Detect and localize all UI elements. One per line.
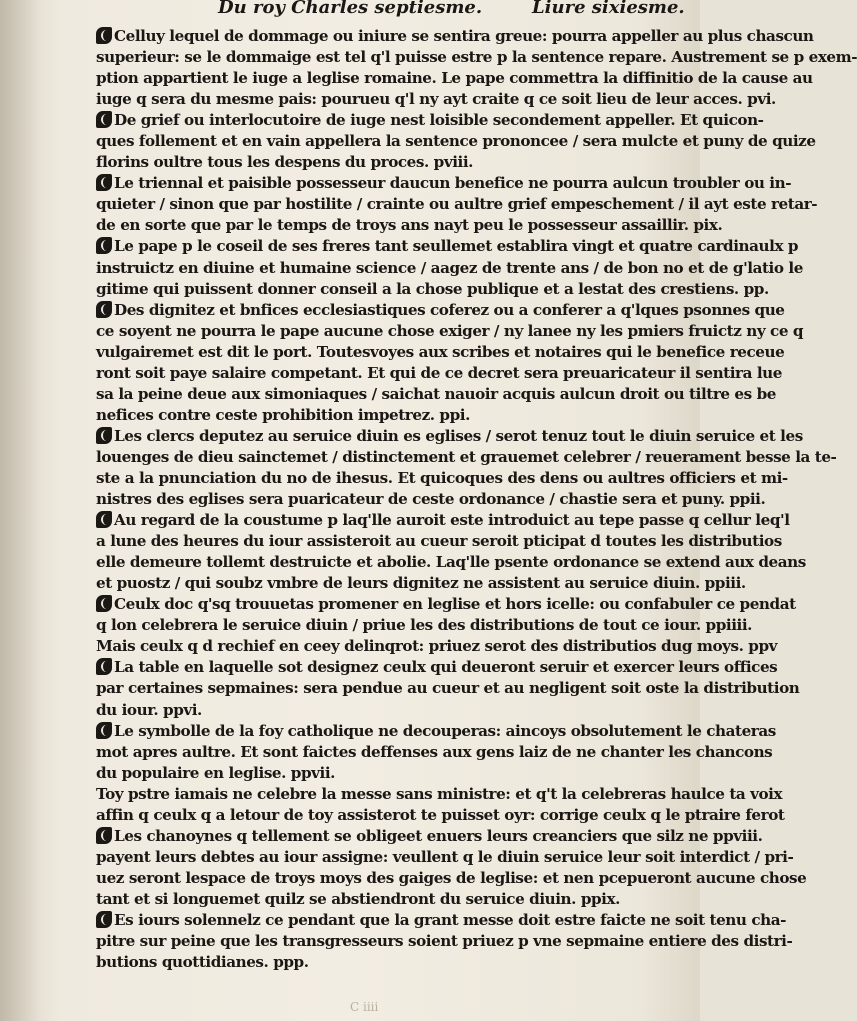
- gutter-shadow: [0, 0, 40, 1021]
- line-text: tant et si longuemet quilz se abstiendront du seruice diuin. ppix.: [96, 889, 620, 908]
- line-text: Celluy lequel de dommage ou iniure se sentira greue: pourra appeller au plus chascun: [114, 27, 814, 45]
- text-line: [96, 889, 676, 910]
- text-line: [96, 952, 676, 973]
- pilcrow-icon: [96, 174, 112, 191]
- text-line: [96, 910, 786, 931]
- pilcrow-icon: [96, 27, 112, 44]
- running-title: Du roy Charles septiesme.: [218, 0, 483, 18]
- text-line: [96, 131, 816, 152]
- line-text: instruictz en diuine et humaine science / aagez de trente ans / de bon no et de g'latio le: [96, 258, 803, 277]
- line-text: De grief ou interlocutoire de iuge nest loisible secondement appeller. Et quicon-: [114, 111, 764, 130]
- show-through-mark: C iiii: [350, 1000, 379, 1014]
- text-line: [96, 657, 778, 678]
- pilcrow-icon: [96, 911, 112, 928]
- line-text: ce soyent ne pourra le pape aucune chose exiger / ny lanee ny les pmiers fruictz ny ce q: [96, 321, 804, 340]
- line-text: Le symbolle de la foy catholique ne decouperas: aincoys obsolutement le chateras: [114, 721, 776, 740]
- running-header: [0, 0, 700, 22]
- line-text: du iour. ppvi.: [96, 700, 202, 719]
- text-line: [96, 194, 818, 215]
- text-line: [96, 700, 676, 721]
- line-text: ption appartient le iuge a leglise romaine. Le pape commettra la diffinitio de la cause au: [96, 69, 813, 88]
- line-text: et puostz / qui soubz vmbre de leurs dignitez ne assistent au seruice diuin. ppiii.: [96, 574, 746, 593]
- text-line: [96, 552, 806, 573]
- text-line: [96, 763, 676, 784]
- line-text: uez seront lespace de troys moys des gaiges de leglise: et nen pcepueront aucune chose: [96, 868, 807, 887]
- line-text: superieur: se le dommaige est tel q'l puisse estre p la sentence repare. Austrement se p exem-: [96, 48, 857, 67]
- pilcrow-icon: [96, 595, 112, 612]
- line-text: Au regard de la coustume p laq'lle auroit este introduict au tepe passe q cellur leq'l: [114, 511, 790, 530]
- text-line: [96, 636, 777, 657]
- line-text: Mais ceulx q d rechief en ceey delinqrot: priuez serot des distributios dug moys. ppv: [96, 637, 777, 656]
- line-text: Des dignitez et bnfices ecclesiastiques coferez ou a conferer a q'lques psonnes que: [114, 300, 785, 319]
- text-line: [96, 868, 807, 889]
- line-text: Le pape p le coseil de ses freres tant seullemet establira vingt et quatre cardinaulx p: [114, 237, 799, 256]
- line-text: par certaines sepmaines: sera pendue au cueur et au negligent soit oste la distribution: [96, 679, 800, 698]
- line-text: Ceulx doc q'sq trouuetas promener en leglise et hors icelle: ou confabuler ce pendat: [114, 595, 796, 614]
- text-line: [96, 678, 800, 699]
- text-line: [96, 236, 799, 257]
- text-line: [96, 110, 764, 131]
- line-text: sa la peine deue aux simoniaques / saichat nauoir acquis aulcun droit ou tiltre es be: [96, 384, 776, 403]
- line-text: ste a la pnunciation du no de ihesus. Et quicoques des dens ou aultres officiers et mi-: [96, 468, 788, 487]
- line-text: florins oultre tous les despens du proces. pviii.: [96, 153, 474, 172]
- text-line: [96, 931, 793, 952]
- pilcrow-icon: [96, 827, 112, 844]
- pilcrow-icon: [96, 511, 112, 528]
- line-text: elle demeure tollemt destruicte et abolie. Laq'lle psente ordonance se extend aux deans: [96, 553, 806, 572]
- line-text: iuge q sera du mesme pais: pourueu q'l ny ayt craite q ce soit lieu de leur acces. pvi.: [96, 90, 776, 109]
- pilcrow-icon: [96, 427, 112, 444]
- line-text: mot apres aultre. Et sont faictes deffenses aux gens laiz de ne chanter les chancons: [96, 742, 773, 761]
- line-text: Les clercs deputez au seruice diuin es eglises / serot tenuz tout le diuin seruice et les: [114, 426, 803, 445]
- text-line: [96, 321, 804, 342]
- text-line: [96, 510, 790, 531]
- line-text: a lune des heures du iour assisteroit au cueur seroit pticipat d toutes les distributios: [96, 532, 782, 551]
- pilcrow-icon: [96, 658, 112, 675]
- text-line: [96, 426, 803, 447]
- text-line: [96, 300, 785, 321]
- text-line: [96, 405, 676, 426]
- line-text: La table en laquelle sot designez ceulx qui deueront seruir et exercer leurs offices: [114, 658, 778, 677]
- text-line: [96, 279, 769, 300]
- text-line: [96, 721, 776, 742]
- text-line: [96, 489, 766, 510]
- line-text: Les chanoynes q tellement se obligeet enuers leurs creanciers que silz ne ppviii.: [114, 826, 763, 845]
- line-text: ront soit paye salaire competant. Et qui de ce decret sera preuaricateur il sentira lue: [96, 363, 782, 382]
- text-line: [96, 26, 814, 47]
- line-text: du populaire en leglise. ppvii.: [96, 763, 336, 782]
- text-line: [96, 784, 783, 805]
- line-text: de en sorte que par le temps de troys ans nayt peu le possesseur assaillir. pix.: [96, 216, 723, 235]
- pilcrow-icon: [96, 111, 112, 128]
- text-line: [96, 826, 763, 847]
- line-text: Le triennal et paisible possesseur daucun benefice ne pourra aulcun troubler ou in-: [114, 174, 792, 193]
- text-line: [96, 68, 813, 89]
- text-line: [96, 47, 857, 68]
- text-line: [96, 531, 782, 552]
- text-line: [96, 847, 794, 868]
- line-text: nistres des eglises sera puaricateur de ceste ordonance / chastie sera et puny. ppii.: [96, 490, 766, 509]
- line-text: Es iours solennelz ce pendant que la grant messe doit estre faicte ne soit tenu cha-: [114, 910, 786, 929]
- text-line: [96, 89, 776, 110]
- line-text: butions quottidianes. ppp.: [96, 953, 309, 972]
- text-line: [96, 468, 788, 489]
- line-text: quieter / sinon que par hostilite / crainte ou aultre grief empeschement / il ayt este retar-: [96, 195, 818, 214]
- line-text: Toy pstre iamais ne celebre la messe sans ministre: et q't la celebreras haulce ta voix: [96, 784, 783, 803]
- line-text: payent leurs debtes au iour assigne: veullent q le diuin seruice leur soit interdict / pri-: [96, 847, 794, 866]
- line-text: pitre sur peine que les transgresseurs soient priuez p vne sepmaine entiere des distri-: [96, 932, 793, 951]
- pilcrow-icon: [96, 301, 112, 318]
- line-text: q lon celebrera le seruice diuin / priue les des distributions de tout ce iour. ppiiii.: [96, 616, 752, 635]
- pilcrow-icon: [96, 237, 112, 254]
- text-line: [96, 342, 785, 363]
- line-text: louenges de dieu sainctemet / distinctement et grauemet celebrer / reuerament besse la te-: [96, 447, 837, 466]
- text-body: [96, 26, 857, 973]
- book-section-label: Liure sixiesme.: [532, 0, 685, 18]
- line-text: nefices contre ceste prohibition impetrez. ppi.: [96, 405, 470, 424]
- line-text: vulgairemet est dit le port. Toutesvoyes aux scribes et notaires qui le benefice receue: [96, 342, 785, 361]
- text-line: [96, 805, 785, 826]
- text-line: [96, 573, 746, 594]
- text-line: [96, 152, 676, 173]
- line-text: gitime qui puissent donner conseil a la chose publique et a lestat des crestiens. pp.: [96, 279, 769, 298]
- text-line: [96, 447, 837, 468]
- text-line: [96, 742, 773, 763]
- text-line: [96, 173, 792, 194]
- line-text: affin q ceulx q a letour de toy assisterot te puisset oyr: corrige ceulx q le ptraire ferot: [96, 805, 785, 824]
- text-line: [96, 363, 782, 384]
- text-line: [96, 615, 752, 636]
- text-line: [96, 258, 803, 279]
- pilcrow-icon: [96, 722, 112, 739]
- text-line: [96, 594, 796, 615]
- text-line: [96, 215, 723, 236]
- text-line: [96, 384, 776, 405]
- line-text: ques follement et en vain appellera la sentence prononcee / sera mulcte et puny de quize: [96, 132, 816, 151]
